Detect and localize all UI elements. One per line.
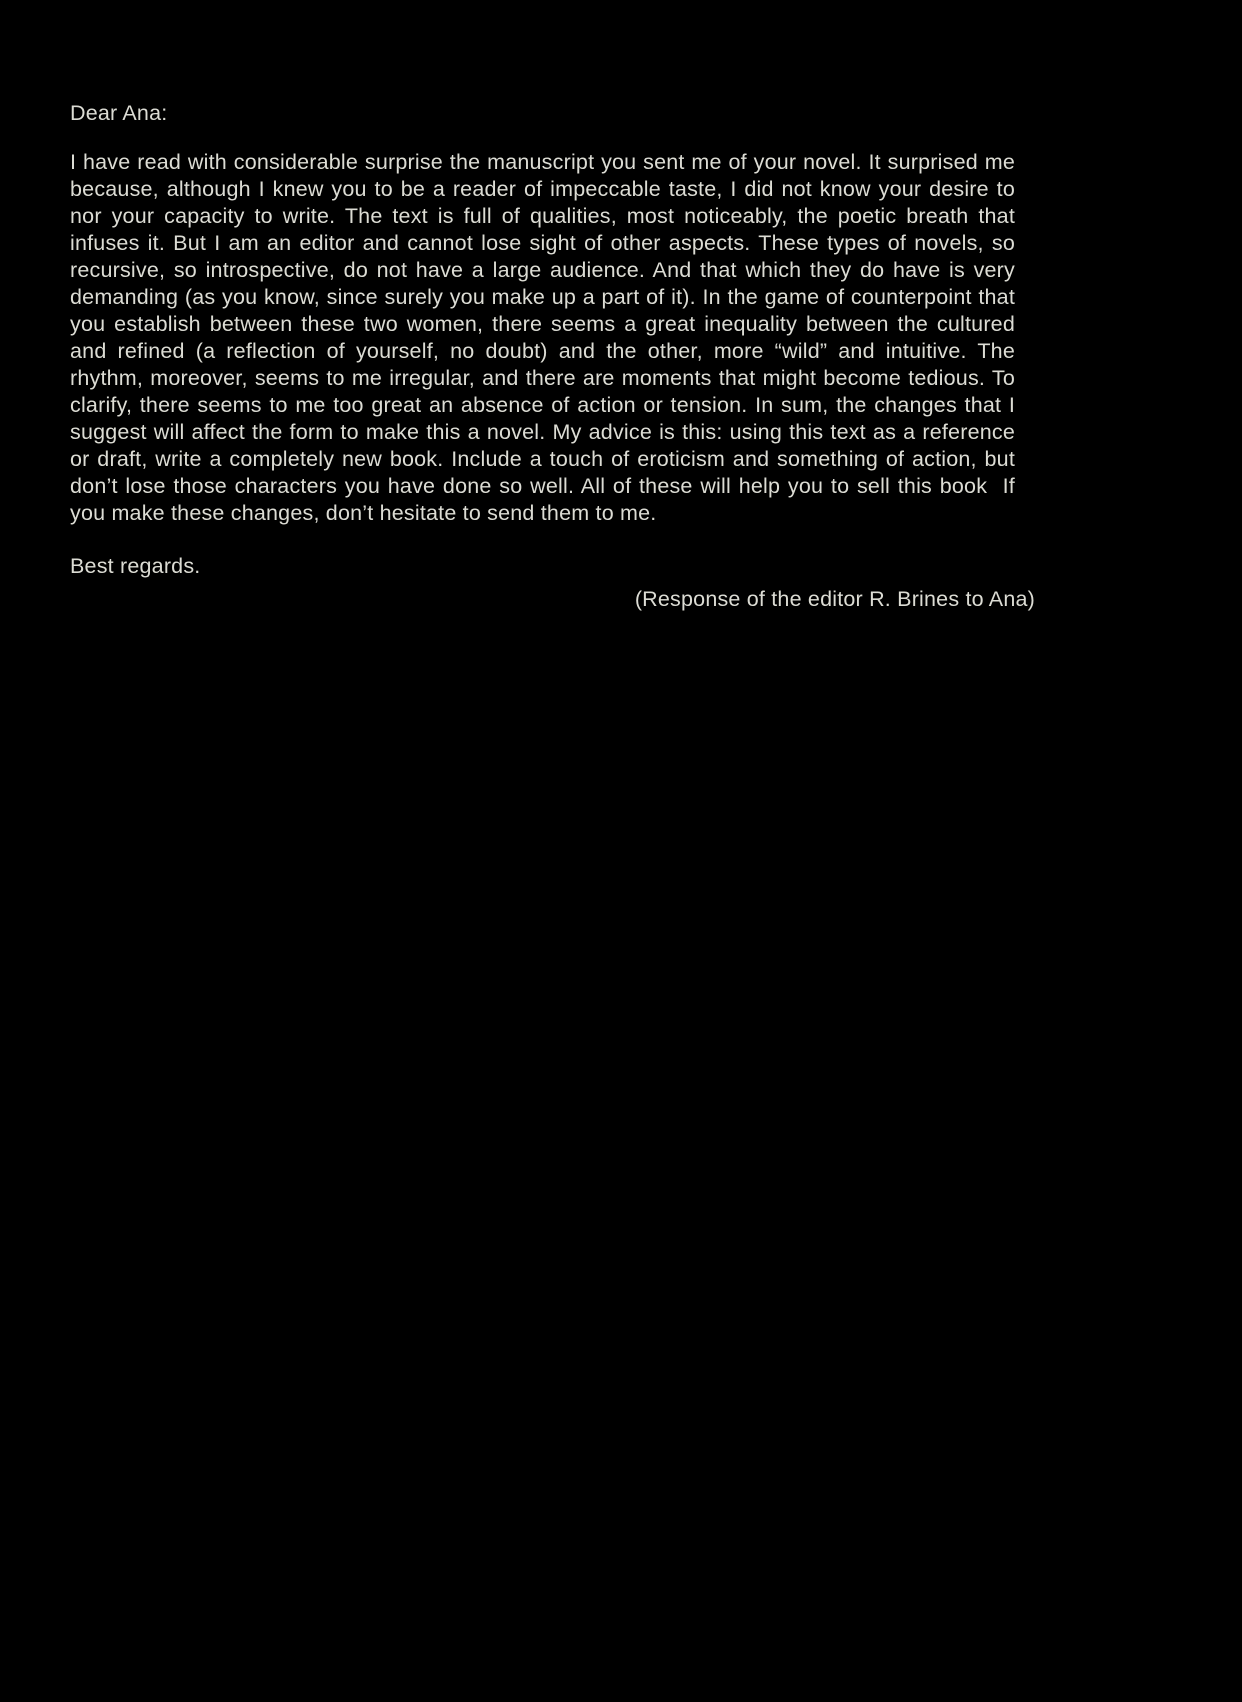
letter-content [70, 100, 1035, 613]
salutation: Dear Ana: [70, 101, 168, 125]
letter-body: I have read with considerable surprise the manuscript you sent me of your novel. It surprised me because, although I knew you to be a reader of impeccable taste, I did not know your desire to nor your capacity to write. The text is full of qualities, most noticeably, the poetic breath that infuses it. But I am an editor and cannot lose sight of other aspects. These types of novels, so recursive, so introspective, do not have a large audience. And that which they do have is very demanding (as you know, since surely you make up a part of it). In the game of counterpoint that you establish between these two women, there seems a great inequality between the cultured and refined (a reflection of yourself, no doubt) and the other, more “wild” and intuitive. The rhythm, moreover, seems to me irregular, and there are moments that might become tedious. To clarify, there seems to me too great an absence of action or tension. In sum, the changes that I suggest will affect the form to make this a novel. My advice is this: using this text as a reference or draft, write a completely new book. Include a touch of eroticism and something of action, but don’t lose those characters you have done so well. All of these will help you to sell this book If you make these changes, don’t hesitate to send them to me. [70, 150, 1022, 525]
attribution: (Response of the editor R. Brines to Ana) [634, 587, 1035, 611]
closing: Best regards. [70, 554, 201, 578]
